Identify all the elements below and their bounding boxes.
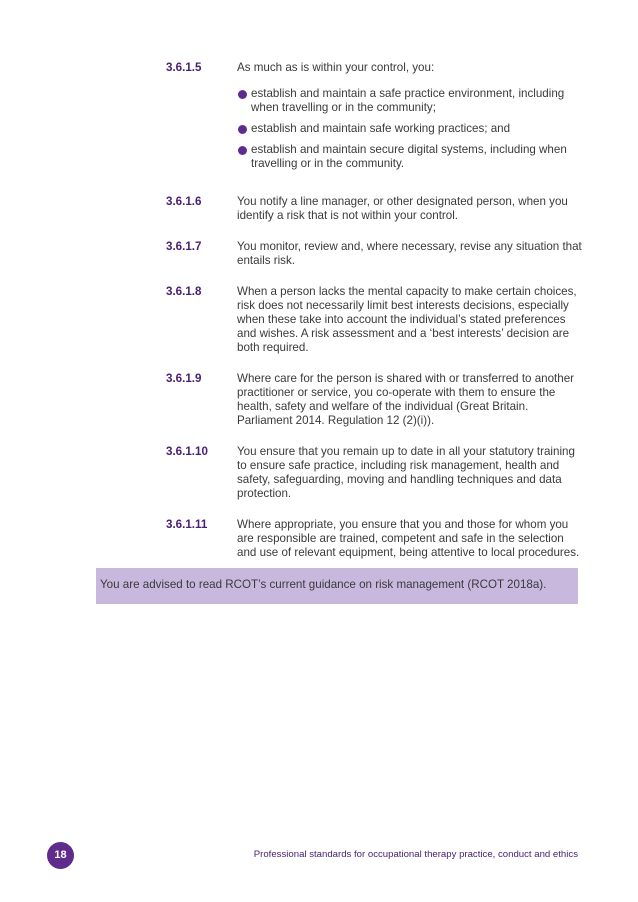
clause-3-6-1-11 bbox=[166, 517, 586, 560]
footer-document-title: Professional standards for occupational therapy practice, conduct and ethics bbox=[253, 849, 578, 860]
clause-3-6-1-9 bbox=[166, 371, 586, 428]
clause-text: When a person lacks the mental capacity to make certain choices, risk does not necessarily limit best interests decisions, especially when these take into account the individual’s stated preferences and wishes. A risk assessment and a ‘best interests’ decision are both required. bbox=[237, 285, 577, 354]
clause-number: 3.6.1.6 bbox=[166, 195, 202, 208]
clause-text: You ensure that you remain up to date in all your statutory training to ensure safe practice, including risk management, health and safety, safeguarding, moving and handling techniques and data protection. bbox=[237, 445, 575, 500]
bullet-dot-icon bbox=[237, 87, 251, 115]
clause-body bbox=[237, 517, 586, 560]
clause-body bbox=[237, 284, 586, 355]
bullet-text: establish and maintain secure digital systems, including when travelling or in the community. bbox=[251, 143, 567, 170]
bullet-dot-icon bbox=[237, 122, 251, 136]
clause-text: You notify a line manager, or other designated person, when you identify a risk that is not within your control. bbox=[237, 195, 568, 222]
clause-body bbox=[237, 239, 586, 268]
guidance-note-text: You are advised to read RCOT’s current guidance on risk management (RCOT 2018a). bbox=[100, 578, 547, 591]
clause-number: 3.6.1.11 bbox=[166, 518, 208, 531]
clause-3-6-1-7 bbox=[166, 239, 586, 268]
clause-text: Where care for the person is shared with or transferred to another practitioner or service, you co-operate with them to ensure the health, safety and welfare of the individual (Great Britain. Parliament 2014. Regulation 12 (2)(i)). bbox=[237, 372, 575, 427]
clause-number: 3.6.1.10 bbox=[166, 445, 208, 458]
clause-number: 3.6.1.7 bbox=[166, 240, 202, 253]
clause-3-6-1-5 bbox=[166, 60, 586, 178]
clause-number: 3.6.1.8 bbox=[166, 285, 202, 298]
clause-text: As much as is within your control, you: bbox=[237, 61, 435, 74]
clause-text: Where appropriate, you ensure that you and those for whom you are responsible are trained, competent and safe in the selection and use of relevant equipment, being attentive to local procedures. bbox=[237, 518, 580, 559]
clause-text: You monitor, review and, where necessary, revise any situation that entails risk. bbox=[237, 240, 582, 267]
clause-body bbox=[237, 444, 586, 501]
clause-3-6-1-6 bbox=[166, 194, 586, 223]
clause-body bbox=[237, 60, 586, 178]
bullet-item bbox=[237, 122, 586, 136]
clause-body bbox=[237, 371, 586, 428]
bullet-list bbox=[237, 87, 586, 171]
guidance-note-box bbox=[96, 568, 578, 604]
clause-3-6-1-8 bbox=[166, 284, 586, 355]
clause-list bbox=[166, 60, 586, 576]
clause-number: 3.6.1.9 bbox=[166, 372, 202, 385]
clause-body bbox=[237, 194, 586, 223]
bullet-item bbox=[237, 143, 586, 171]
bullet-item bbox=[237, 87, 586, 115]
bullet-dot-icon bbox=[237, 143, 251, 171]
bullet-text: establish and maintain safe working practices; and bbox=[251, 122, 511, 135]
clause-3-6-1-10 bbox=[166, 444, 586, 501]
bullet-text: establish and maintain a safe practice environment, including when travelling or in the community; bbox=[251, 87, 565, 114]
page-number-badge: 18 bbox=[47, 842, 74, 869]
clause-number: 3.6.1.5 bbox=[166, 61, 202, 74]
